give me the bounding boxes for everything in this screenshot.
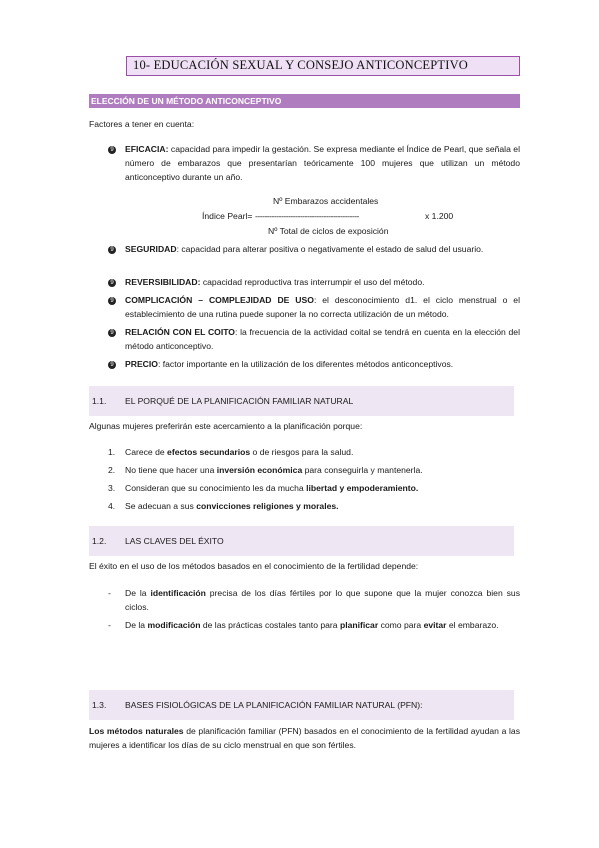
item-text: como para <box>378 620 424 630</box>
factors-intro: Factores a tener en cuenta: <box>89 119 195 129</box>
bullet-icon: 9 <box>108 329 116 337</box>
item-bold: inversión económica <box>216 465 303 475</box>
paragraph-text: de planificación familiar (PFN) basados en el conocimiento de la fertilidad ayudan a las mujeres a identificar los días de su ciclo menstrual en que son fértiles. <box>89 726 520 750</box>
paragraph-bold: Los métodos naturales <box>89 726 184 736</box>
factor-label: EFICACIA: <box>125 144 169 154</box>
pearl-multiplier: x 1.200 <box>425 211 454 221</box>
subsection-number: 1.2. <box>92 536 107 546</box>
s13-paragraph <box>89 724 520 752</box>
item-text: el embarazo. <box>446 620 499 630</box>
factor-eficacia <box>125 142 520 184</box>
item-bold: efectos secundarios <box>167 447 251 457</box>
factor-label: COMPLICACIÓN – COMPLEJIDAD DE USO <box>125 295 314 305</box>
factor-seguridad <box>125 242 520 256</box>
subsection-heading-1-3 <box>89 690 514 720</box>
factor-text: : la frecuencia de la actividad coital se tendrá en cuenta en la elección del método anticonceptivo. <box>125 327 520 351</box>
item-text: Carece de <box>125 447 168 457</box>
factor-label: RELACIÓN CON EL COITO <box>125 327 235 337</box>
item-bold: convicciones religiones y morales. <box>196 501 339 511</box>
list-number: 3. <box>108 483 116 493</box>
factor-text: capacidad para impedir la gestación. Se expresa mediante el Índice de Pearl, que señala el número de embarazos que presentarían teóricamente 100 mujeres que utilizan un método anticonceptivo durante un año. <box>125 144 520 182</box>
item-bold: modificación <box>147 620 201 630</box>
factor-text: : factor importante en la utilización de los diferentes métodos anticonceptivos. <box>157 359 454 369</box>
subsection-title: BASES FISIOLÓGICAS DE LA PLANIFICACIÓN FAMILIAR NATURAL (PFN): <box>125 700 423 710</box>
bullet-icon: 9 <box>108 246 116 254</box>
pearl-lhs: Índice Pearl= <box>202 211 253 221</box>
list-number: 1. <box>108 447 116 457</box>
s11-intro: Algunas mujeres preferirán este acercamiento a la planificación porque: <box>89 421 363 431</box>
factor-reversibilidad <box>125 275 520 289</box>
subsection-title: EL PORQUÉ DE LA PLANIFICACIÓN FAMILIAR NATURAL <box>125 396 354 406</box>
item-text: No tiene que hacer una <box>125 465 217 475</box>
pearl-fraction-line: -------------------------------------------- <box>255 211 359 221</box>
factor-complicacion <box>125 293 520 321</box>
item-text: De la <box>125 588 151 598</box>
factor-label: PRECIO <box>125 359 158 369</box>
factor-text: capacidad reproductiva tras interrumpir el uso del método. <box>200 277 425 287</box>
item-text: o de riesgos para la salud. <box>250 447 354 457</box>
item-text: De la <box>125 620 148 630</box>
factor-text: : capacidad para alterar positiva o negativamente el estado de salud del usuario. <box>176 244 484 254</box>
bullet-icon: 9 <box>108 361 116 369</box>
item-text: para conseguirla y mantenerla. <box>302 465 423 475</box>
subsection-title: LAS CLAVES DEL ÉXITO <box>125 536 224 546</box>
subsection-heading-1-1 <box>89 386 514 416</box>
s12-item-identificacion <box>125 586 520 614</box>
dash-bullet: - <box>108 588 111 598</box>
list-item <box>125 445 353 459</box>
factor-label: REVERSIBILIDAD: <box>125 277 201 287</box>
item-bold: identificación <box>150 588 206 598</box>
list-item <box>125 481 418 495</box>
pearl-denominator: Nº Total de ciclos de exposición <box>268 226 389 236</box>
item-text: precisa de los días fértiles por lo que supone que la mujer conozca bien sus ciclos. <box>125 588 520 612</box>
list-item <box>125 463 423 477</box>
dash-bullet: - <box>108 620 111 630</box>
s12-item-modificacion <box>125 618 520 632</box>
subsection-number: 1.3. <box>92 700 107 710</box>
subsection-heading-1-2 <box>89 526 514 556</box>
item-bold: planificar <box>339 620 379 630</box>
bullet-icon: 9 <box>108 146 116 154</box>
s12-intro: El éxito en el uso de los métodos basados en el conocimiento de la fertilidad depende: <box>89 561 419 571</box>
item-bold: evitar <box>423 620 447 630</box>
document-title: 10- EDUCACIÓN SEXUAL Y CONSEJO ANTICONCEPTIVO <box>126 56 520 76</box>
item-text: Consideran que su conocimiento les da mucha <box>125 483 307 493</box>
list-number: 2. <box>108 465 116 475</box>
factor-text: : el desconocimiento d1. el ciclo menstrual o el establecimiento de una rutina puede suponer la no correcta utilización de un método. <box>125 295 520 319</box>
item-text: Se adecuan a sus <box>125 501 197 511</box>
factor-relacion-coito <box>125 325 520 353</box>
item-text: de las prácticas costales tanto para <box>200 620 340 630</box>
factor-label: SEGURIDAD <box>125 244 177 254</box>
list-number: 4. <box>108 501 116 511</box>
pearl-numerator: Nº Embarazos accidentales <box>273 196 379 206</box>
bullet-icon: 9 <box>108 297 116 305</box>
section-heading: ELECCIÓN DE UN MÉTODO ANTICONCEPTIVO <box>89 94 520 108</box>
list-item <box>125 499 339 513</box>
subsection-number: 1.1. <box>92 396 107 406</box>
item-bold: libertad y empoderamiento. <box>306 483 419 493</box>
factor-precio <box>125 357 520 371</box>
bullet-icon: 9 <box>108 279 116 287</box>
